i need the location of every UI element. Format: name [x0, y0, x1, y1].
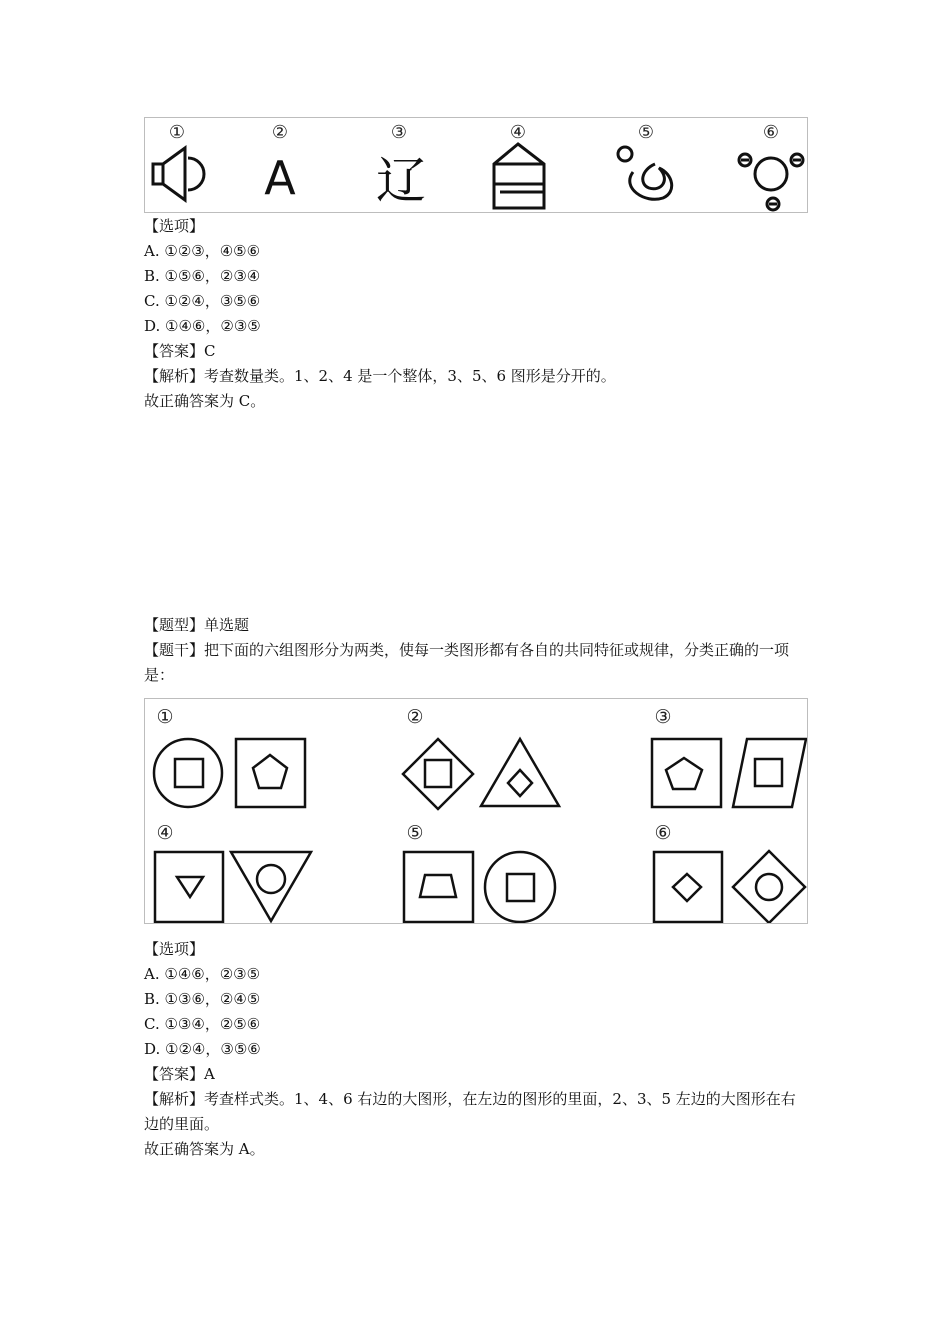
q2-label-2: ②: [406, 706, 424, 728]
q2-label-4: ④: [156, 822, 174, 844]
q1-figure-svg: [145, 118, 807, 212]
speaker-icon: [153, 148, 204, 200]
q2-label-3: ③: [654, 706, 672, 728]
q1-label-6: ⑥: [762, 122, 780, 143]
q1-answer: 【答案】C: [144, 342, 216, 360]
q2-option-d: D. ①②④，③⑤⑥: [144, 1040, 261, 1058]
group-6-shapes: [654, 851, 805, 923]
q1-label-2: ②: [271, 122, 289, 143]
q1-analysis: 【解析】考查数量类。1、2、4 是一个整体，3、5、6 图形是分开的。: [144, 367, 616, 385]
q1-label-5: ⑤: [637, 122, 655, 143]
char-liao-glyph: 辽: [376, 152, 426, 210]
q2-option-b: B. ①③⑥，②④⑤: [144, 990, 261, 1008]
group-4-shapes: [155, 852, 311, 922]
letter-a-glyph: A: [264, 151, 296, 205]
q2-conclusion: 故正确答案为 A。: [144, 1140, 265, 1158]
q2-option-a: A. ①④⑥，②③⑤: [144, 965, 261, 983]
q2-stem: 【题干】把下面的六组图形分为两类，使每一类图形都有各自的共同特征或规律，分类正确的一项是：: [144, 641, 790, 684]
q2-options-heading: 【选项】: [144, 940, 205, 958]
q2-figure: [144, 698, 808, 924]
q1-option-b: B. ①⑤⑥，②③④: [144, 267, 261, 285]
q1-option-a: A. ①②③，④⑤⑥: [144, 242, 261, 260]
q1-label-1: ①: [168, 122, 186, 143]
q1-conclusion: 故正确答案为 C。: [144, 392, 266, 410]
q1-label-4: ④: [509, 122, 527, 143]
q2-answer: 【答案】A: [144, 1065, 215, 1083]
q2-type: 【题型】单选题: [144, 616, 250, 634]
q2-option-c: C. ①③④，②⑤⑥: [144, 1015, 261, 1033]
group-2-shapes: [403, 739, 559, 809]
circles-icon: [739, 154, 803, 210]
group-1-shapes: [154, 739, 305, 807]
q2-label-5: ⑤: [406, 822, 424, 844]
q2-figure-svg: [145, 699, 807, 923]
q2-label-1: ①: [156, 706, 174, 728]
q1-label-3: ③: [390, 122, 408, 143]
q1-options-heading: 【选项】: [144, 217, 205, 235]
house-icon: [494, 144, 544, 208]
q1-option-d: D. ①④⑥，②③⑤: [144, 317, 261, 335]
q2-analysis: 【解析】考查样式类。1、4、6 右边的大图形，在左边的图形的里面，2、3、5 左边的大图形在右边的里面。: [144, 1090, 796, 1133]
q1-option-c: C. ①②④，③⑤⑥: [144, 292, 261, 310]
swirl-icon: [618, 147, 672, 199]
q2-label-6: ⑥: [654, 822, 672, 844]
group-5-shapes: [404, 852, 555, 922]
group-3-shapes: [652, 739, 806, 807]
q1-figure: [144, 117, 808, 213]
